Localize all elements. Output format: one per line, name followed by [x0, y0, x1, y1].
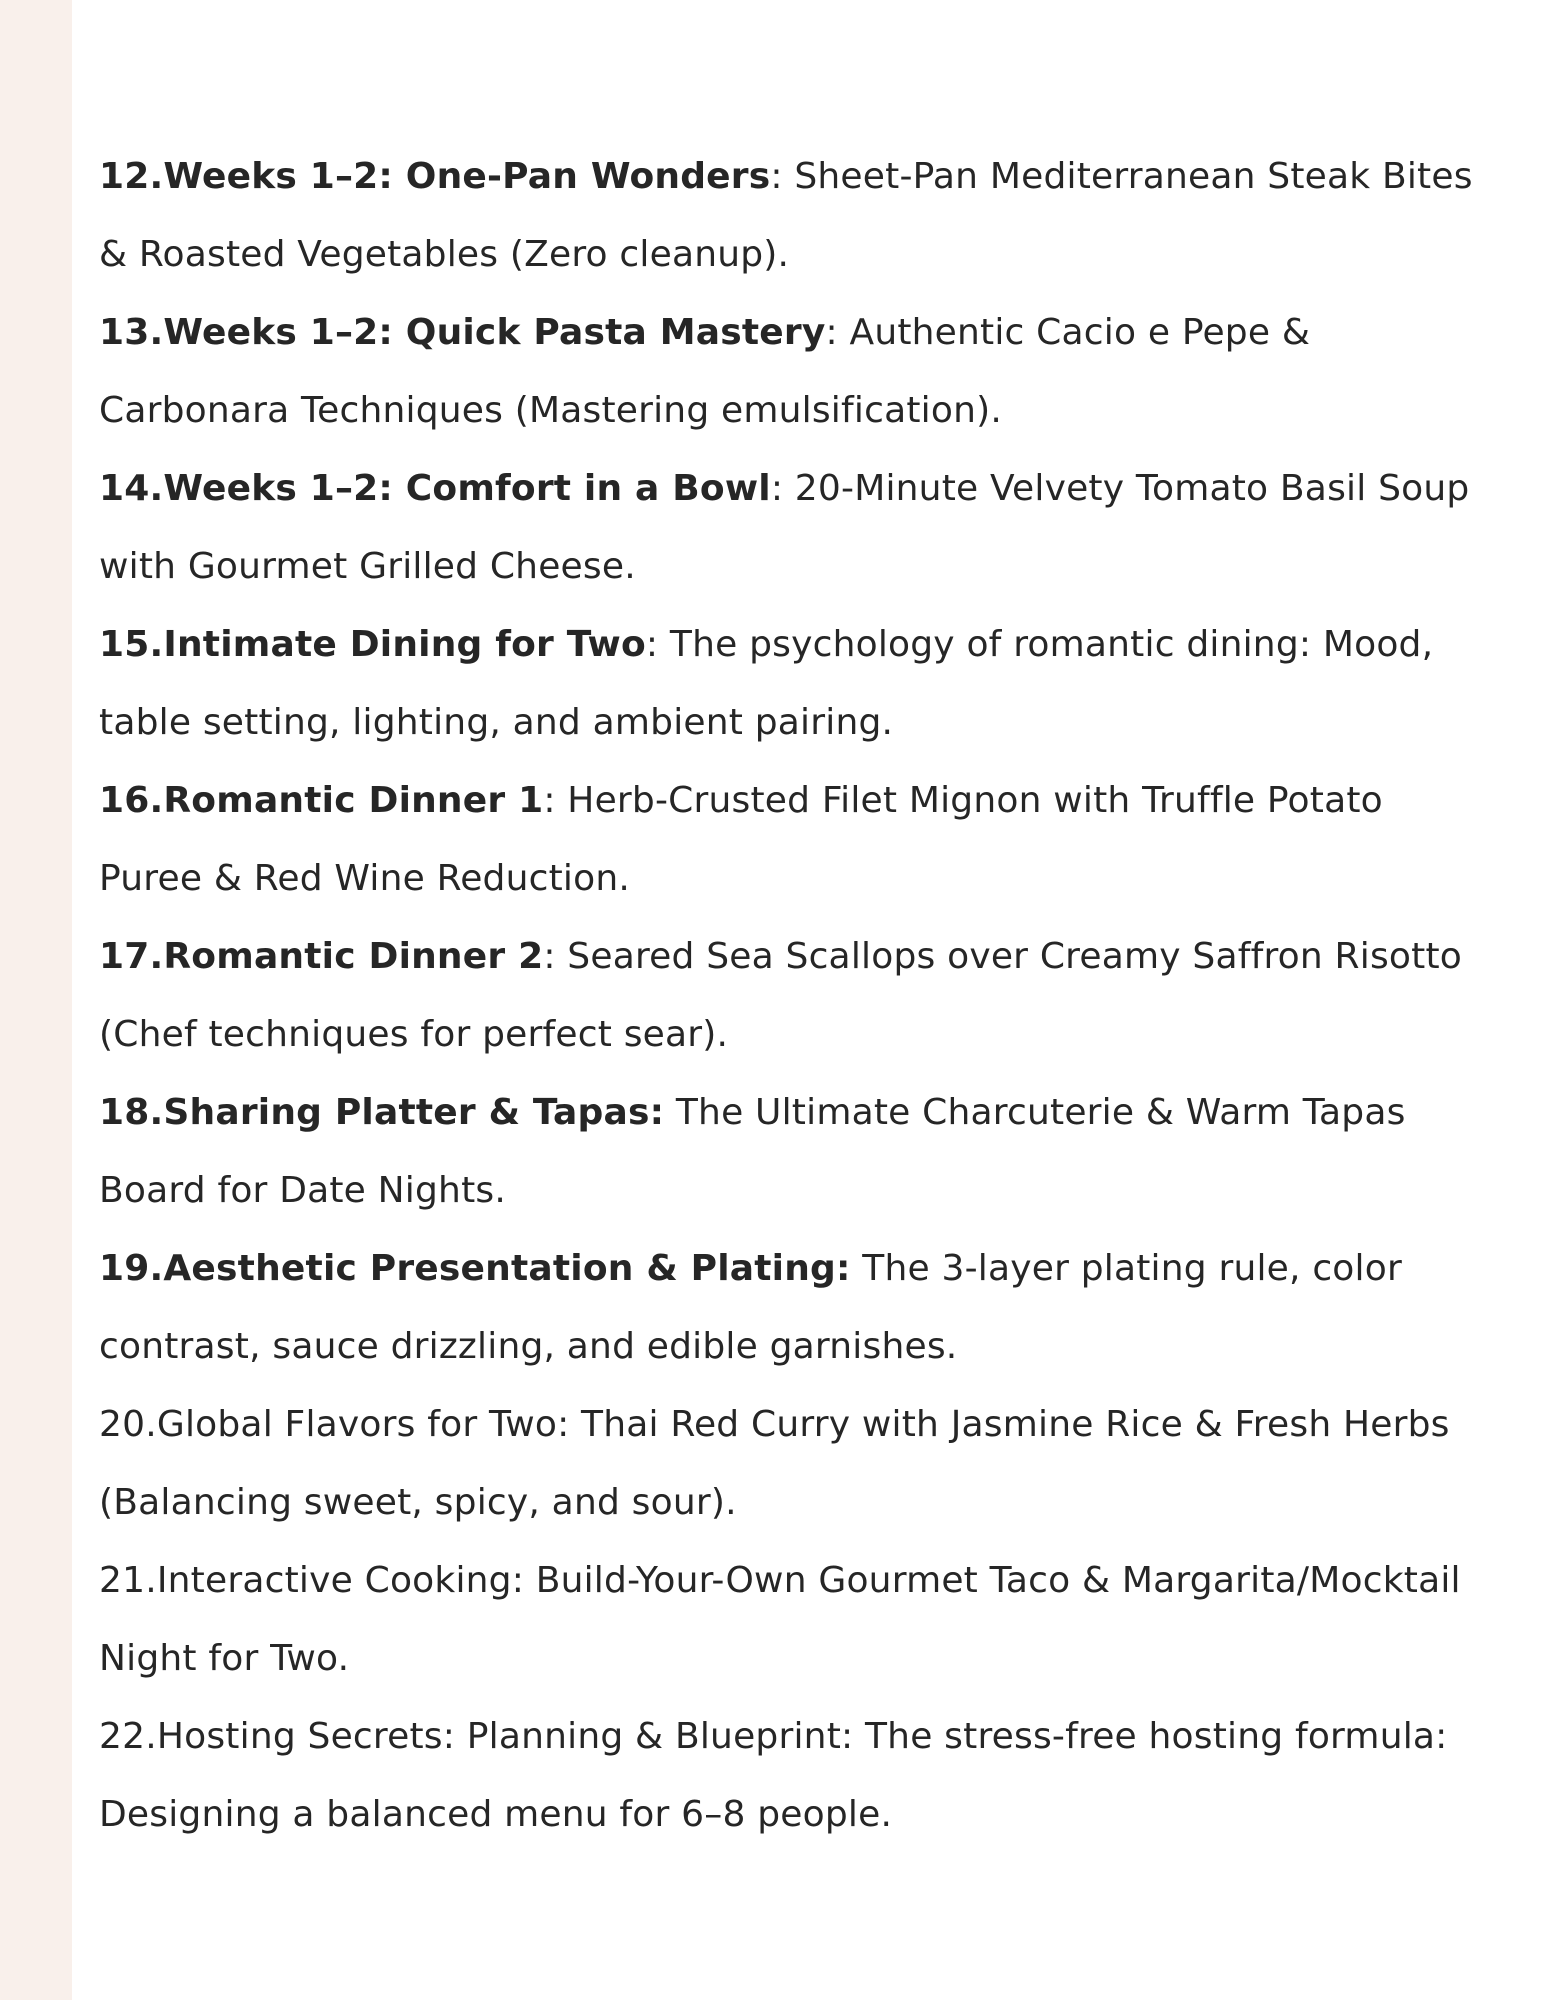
list-item-12: [99, 138, 1479, 294]
item-description: : 20-Minute Velvety Tomato Basil Soup with Gourmet Grilled Cheese.: [99, 468, 1470, 587]
list-item-13: [99, 294, 1479, 450]
list-item-16: [99, 762, 1479, 918]
item-title: 13.Weeks 1–2: Quick Pasta Mastery: [99, 312, 826, 353]
list-item-17: [99, 918, 1479, 1074]
item-description: 22.Hosting Secrets: Planning & Blueprint: The stress-free hosting formula: Designing a balanced menu for 6–8 people.: [99, 1716, 1448, 1835]
item-description: The Ultimate Charcuterie & Warm Tapas Board for Date Nights.: [99, 1092, 1406, 1211]
item-description: : Authentic Cacio e Pepe & Carbonara Techniques (Mastering emulsification).: [99, 312, 1311, 431]
item-title: 19.Aesthetic Presentation & Plating:: [99, 1248, 851, 1289]
item-title: 14.Weeks 1–2: Comfort in a Bowl: [99, 468, 771, 509]
item-title: 18.Sharing Platter & Tapas:: [99, 1092, 665, 1133]
page-side-band: [0, 0, 72, 2000]
item-description: : Herb-Crusted Filet Mignon with Truffle Potato Puree & Red Wine Reduction.: [99, 780, 1383, 899]
list-item-22: [99, 1698, 1479, 1854]
item-title: 15.Intimate Dining for Two: [99, 624, 646, 665]
item-description: : Seared Sea Scallops over Creamy Saffron Risotto (Chef techniques for perfect sear).: [99, 936, 1463, 1055]
list-item-15: [99, 606, 1479, 762]
list-item-19: [99, 1230, 1479, 1386]
item-description: 20.Global Flavors for Two: Thai Red Curry with Jasmine Rice & Fresh Herbs (Balancing sweet, spicy, and sour).: [99, 1404, 1450, 1523]
list-item-14: [99, 450, 1479, 606]
item-description: The 3-layer plating rule, color contrast, sauce drizzling, and edible garnishes.: [99, 1248, 1402, 1367]
item-description: 21.Interactive Cooking: Build-Your-Own Gourmet Taco & Margarita/Mocktail Night for Two.: [99, 1560, 1461, 1679]
list-item-21: [99, 1542, 1479, 1698]
item-title: 12.Weeks 1–2: One-Pan Wonders: [99, 156, 771, 197]
item-title: 17.Romantic Dinner 2: [99, 936, 544, 977]
item-description: : The psychology of romantic dining: Mood, table setting, lighting, and ambient pairing.: [99, 624, 1434, 743]
list-item-18: [99, 1074, 1479, 1230]
item-description: : Sheet-Pan Mediterranean Steak Bites & Roasted Vegetables (Zero cleanup).: [99, 156, 1473, 275]
item-title: 16.Romantic Dinner 1: [99, 780, 544, 821]
list-item-20: [99, 1386, 1479, 1542]
course-list: [99, 138, 1479, 1854]
